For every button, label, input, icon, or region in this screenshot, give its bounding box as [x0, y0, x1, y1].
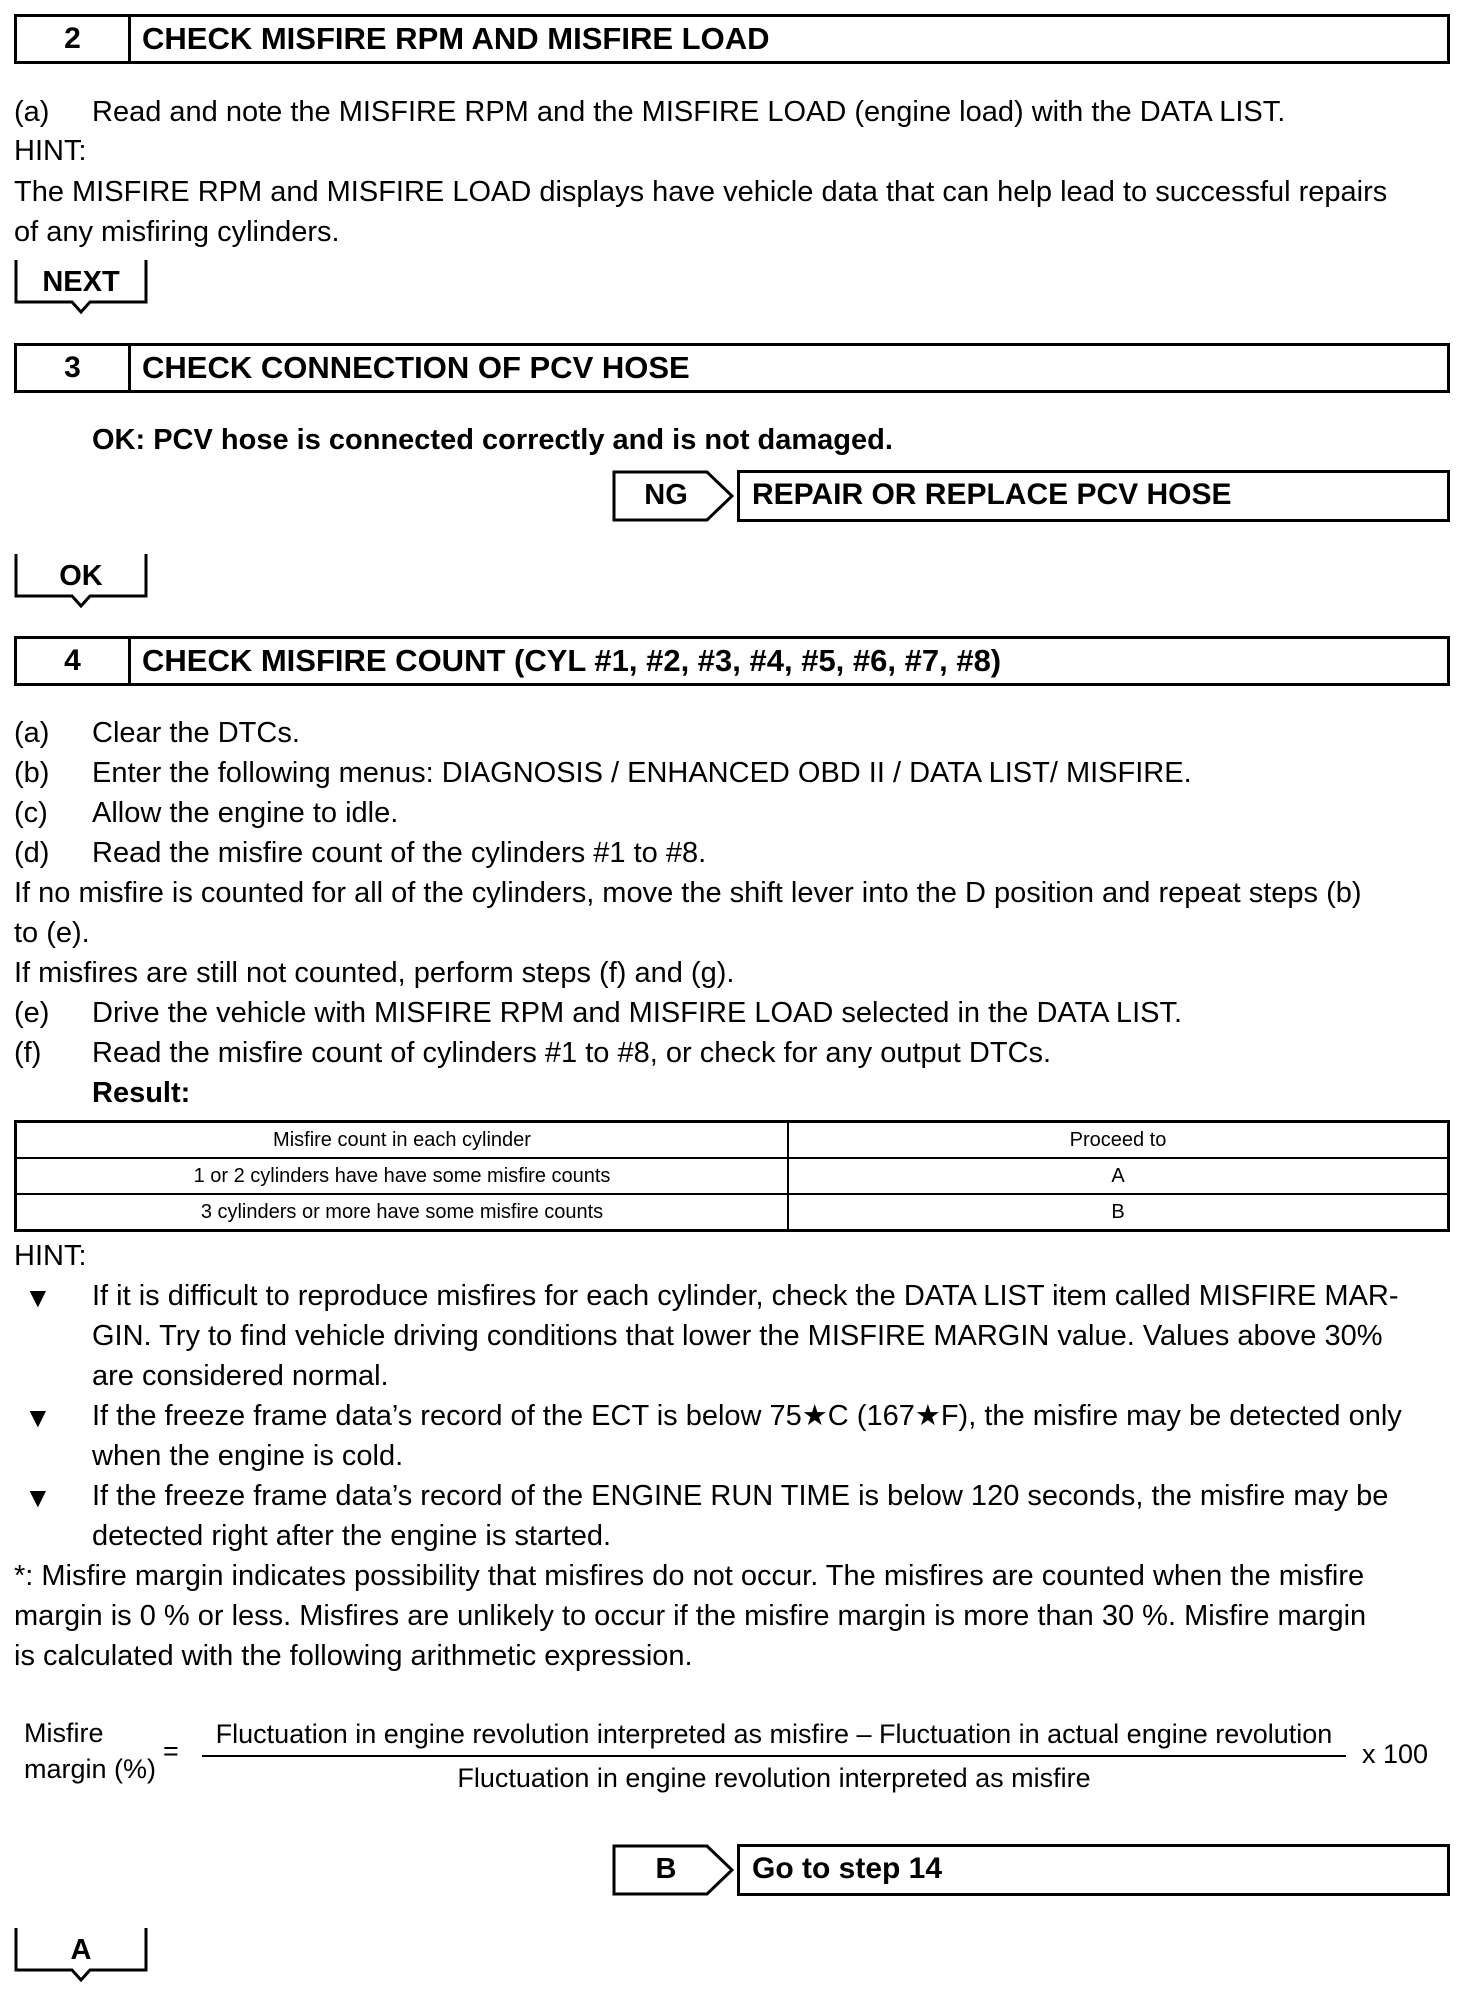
hint-text: If it is difficult to reproduce misfires for each cylinder, check the DATA LIST item called MISFIRE MAR-	[92, 1280, 1399, 1312]
table-cell: 3 cylinders or more have some misfire counts	[16, 1194, 789, 1231]
table-cell: A	[788, 1158, 1449, 1194]
fraction-line	[202, 1755, 1346, 1757]
step-number: 2	[17, 17, 131, 61]
formula-equals: =	[163, 1736, 179, 1766]
next-label: NEXT	[42, 266, 120, 298]
item-label: (c)	[14, 797, 48, 829]
b-label: B	[655, 1853, 677, 1885]
note-text: *: Misfire margin indicates possibility that misfires do not occur. The misfires are counted when the misfire	[14, 1560, 1365, 1592]
step-4-header	[14, 636, 1450, 686]
triangle-bullet-icon: ▼	[24, 1482, 52, 1513]
b-tag[interactable]	[612, 1844, 737, 1896]
formula-multiplier: x 100	[1362, 1739, 1429, 1769]
hint-text: GIN. Try to find vehicle driving conditions that lower the MISFIRE MARGIN value. Values above 30%	[92, 1320, 1383, 1352]
hint-label: HINT:	[14, 135, 87, 167]
ok-button[interactable]	[14, 552, 148, 616]
item-label: (f)	[14, 1037, 42, 1069]
step-number: 3	[17, 346, 131, 390]
ok-label: OK	[59, 560, 103, 592]
step-title: CHECK MISFIRE COUNT (CYL #1, #2, #3, #4, #5, #6, #7, #8)	[142, 643, 1002, 678]
triangle-bullet-icon: ▼	[24, 1282, 52, 1313]
step-number: 4	[17, 639, 131, 683]
table-row	[16, 1158, 1449, 1194]
ng-action-box: REPAIR OR REPLACE PCV HOSE	[737, 470, 1450, 522]
table-cell: 1 or 2 cylinders have have some misfire counts	[16, 1158, 789, 1194]
paragraph: If misfires are still not counted, perform steps (f) and (g).	[14, 957, 735, 989]
table-header-row	[16, 1122, 1449, 1159]
paragraph: If no misfire is counted for all of the cylinders, move the shift lever into the D position and repeat steps (b)	[14, 877, 1362, 909]
hint-text: The MISFIRE RPM and MISFIRE LOAD displays have vehicle data that can help lead to successful repairs	[14, 176, 1388, 208]
ng-label: NG	[644, 479, 688, 511]
next-button[interactable]	[14, 258, 148, 322]
hint-text: If the freeze frame data’s record of the ECT is below 75★C (167★F), the misfire may be detected only	[92, 1400, 1402, 1432]
formula-lhs: Misfire	[24, 1718, 104, 1748]
table-header-cell: Proceed to	[788, 1122, 1449, 1159]
note-text: is calculated with the following arithmetic expression.	[14, 1640, 693, 1672]
step-title: CHECK CONNECTION OF PCV HOSE	[142, 350, 690, 385]
item-label: (a)	[14, 96, 50, 128]
hint-text: If the freeze frame data’s record of the ENGINE RUN TIME is below 120 seconds, the misfire may be	[92, 1480, 1389, 1512]
item-text: Read the misfire count of cylinders #1 to #8, or check for any output DTCs.	[92, 1037, 1052, 1069]
table-cell: B	[788, 1194, 1449, 1231]
note-text: margin is 0 % or less. Misfires are unlikely to occur if the misfire margin is more than 30 %. Misfire margin	[14, 1600, 1367, 1632]
item-label: (d)	[14, 837, 50, 869]
formula-denominator: Fluctuation in engine revolution interpreted as misfire	[457, 1763, 1091, 1793]
hint-text: detected right after the engine is started.	[92, 1520, 612, 1552]
step-2-header	[14, 14, 1450, 64]
item-text: Read and note the MISFIRE RPM and the MISFIRE LOAD (engine load) with the DATA LIST.	[92, 96, 1286, 128]
a-label: A	[70, 1934, 92, 1966]
result-table	[14, 1120, 1450, 1232]
item-text: Enter the following menus: DIAGNOSIS / ENHANCED OBD II / DATA LIST/ MISFIRE.	[92, 757, 1192, 789]
b-action-box: Go to step 14	[737, 1844, 1450, 1896]
item-label: (e)	[14, 997, 50, 1029]
item-text: Read the misfire count of the cylinders #1 to #8.	[92, 837, 707, 869]
step-3-header	[14, 343, 1450, 393]
formula-lhs: margin (%)	[24, 1754, 157, 1784]
item-label: (b)	[14, 757, 50, 789]
a-button[interactable]	[14, 1926, 148, 1990]
ng-tag[interactable]	[612, 470, 737, 522]
formula-numerator: Fluctuation in engine revolution interpreted as misfire – Fluctuation in actual engine revolution	[215, 1719, 1333, 1749]
hint-label: HINT:	[14, 1240, 87, 1272]
table-header-cell: Misfire count in each cylinder	[16, 1122, 789, 1159]
table-row	[16, 1194, 1449, 1231]
item-label: (a)	[14, 717, 50, 749]
step-title: CHECK MISFIRE RPM AND MISFIRE LOAD	[142, 21, 770, 56]
hint-text: when the engine is cold.	[92, 1440, 404, 1472]
triangle-bullet-icon: ▼	[24, 1402, 52, 1433]
result-label: Result:	[92, 1077, 191, 1109]
hint-text: are considered normal.	[92, 1360, 389, 1392]
item-text: Drive the vehicle with MISFIRE RPM and MISFIRE LOAD selected in the DATA LIST.	[92, 997, 1183, 1029]
ok-condition: OK: PCV hose is connected correctly and is not damaged.	[92, 424, 893, 456]
item-text: Clear the DTCs.	[92, 717, 300, 749]
hint-text: of any misfiring cylinders.	[14, 216, 340, 248]
paragraph: to (e).	[14, 917, 90, 949]
item-text: Allow the engine to idle.	[92, 797, 399, 829]
